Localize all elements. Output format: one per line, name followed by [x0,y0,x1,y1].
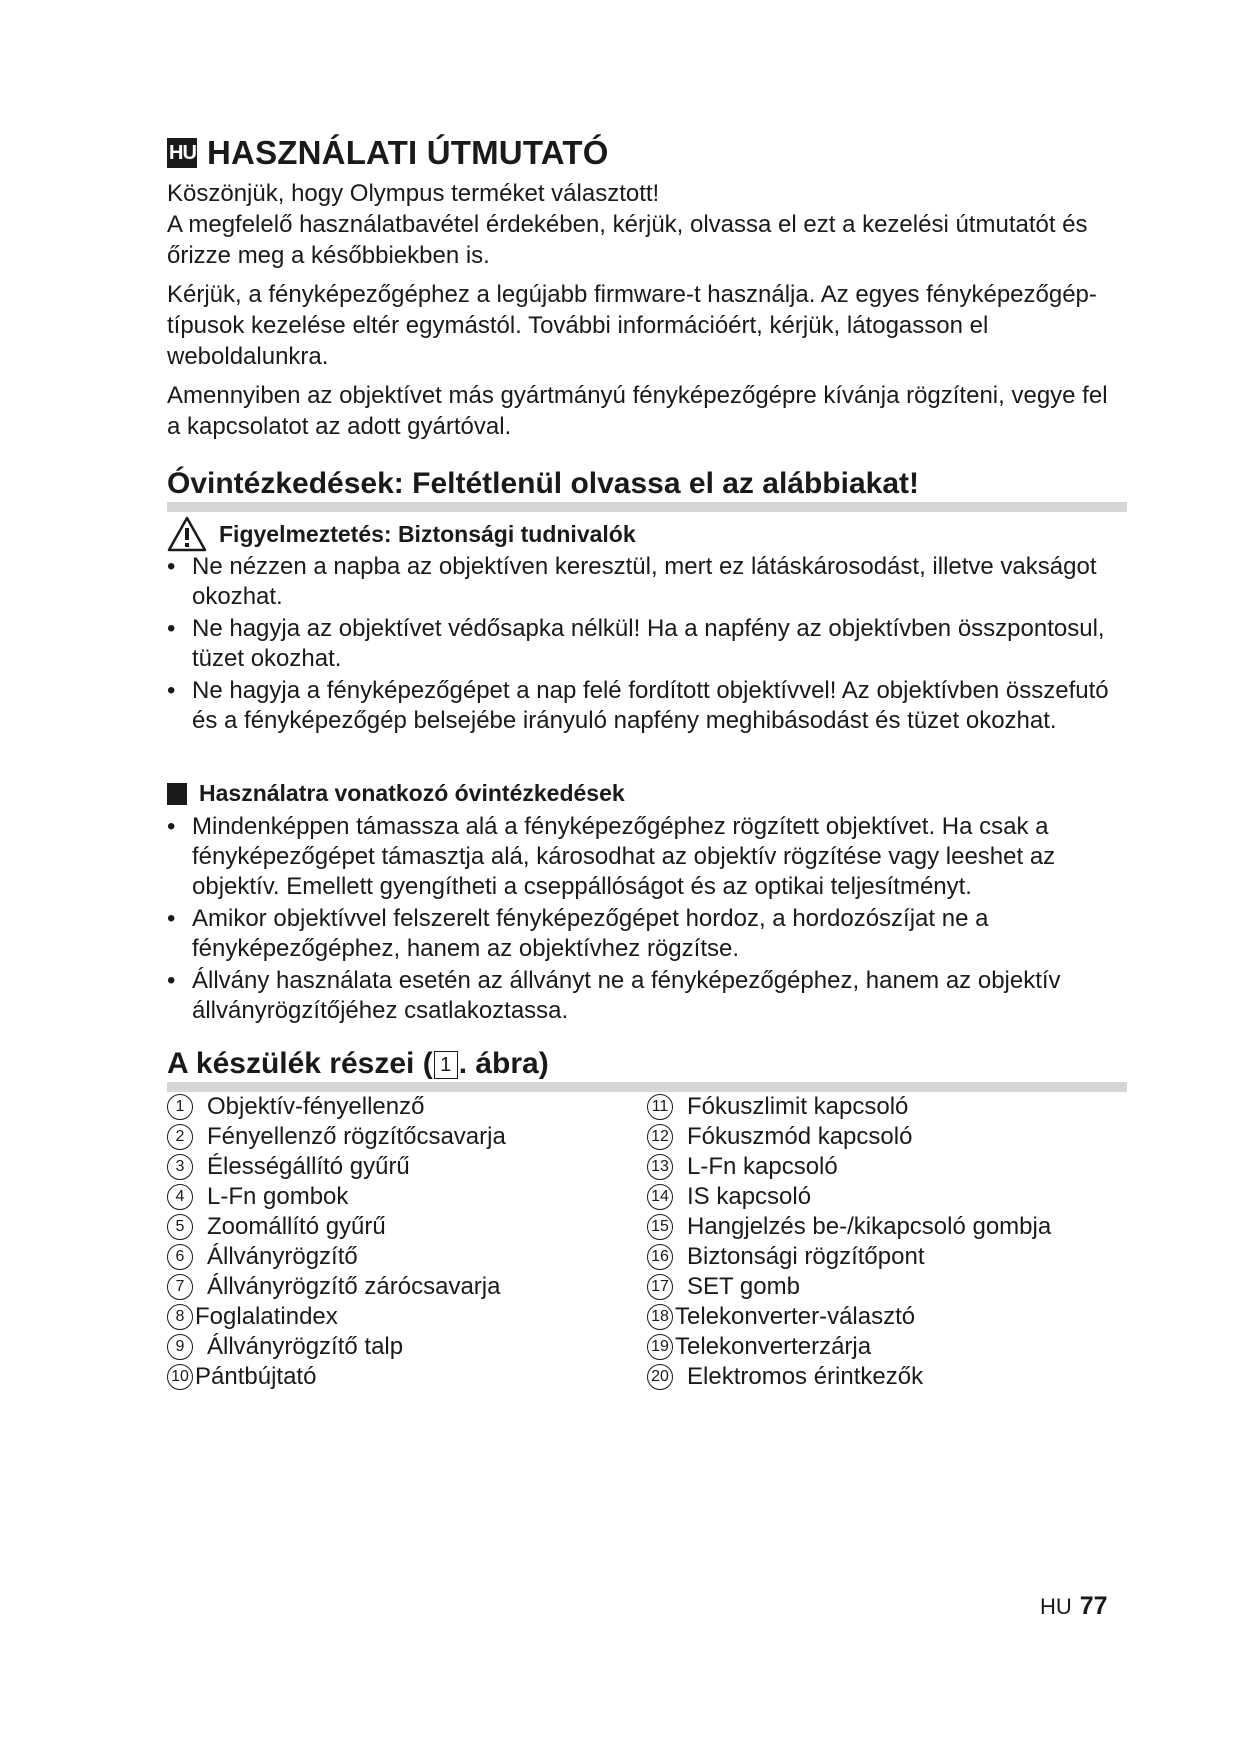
usage-heading-label: Használatra vonatkozó óvintézkedések [199,780,625,806]
part-number: 2 [167,1124,193,1150]
part-item [167,1212,647,1242]
precautions-heading: Óvintézkedések: Feltétlenül olvassa el az alábbiakat! [167,466,1127,512]
part-label: Foglalatindex [195,1303,338,1330]
part-number: 13 [647,1154,673,1180]
part-item [647,1122,1127,1152]
part-label: SET gomb [687,1273,800,1300]
title-row [167,134,609,172]
part-label: Objektív-fényellenző [207,1093,425,1120]
warning-triangle-icon [167,516,207,552]
part-label: Telekonverterzárja [675,1333,872,1360]
part-label: Zoomállító gyűrű [207,1213,386,1240]
part-item [647,1332,1127,1362]
list-item: • Állvány használata esetén az állványt ne a fényképezőgéphez, hanem az objektív állványrögzítőjéhez csatlakoztassa. [167,966,1127,1026]
part-item [647,1272,1127,1302]
square-bullet-icon [167,783,187,805]
part-label: Állványrögzítő talp [207,1333,404,1360]
parts-heading-prefix: A készülék részei ( [167,1047,433,1080]
part-item [647,1362,1127,1392]
part-label: L-Fn kapcsoló [687,1153,838,1180]
intro-text [167,178,1127,450]
part-number: 9 [167,1334,193,1360]
part-item [167,1122,647,1152]
part-number: 12 [647,1124,673,1150]
language-badge: HU [167,138,197,168]
list-item: • Ne hagyja a fényképezőgépet a nap felé fordított objektívvel! Az objektívben összefutó és a fényképezőgép belsejébe irányuló napfény meghibásodást és tüzet okozhat. [167,676,1127,736]
part-label: Állványrögzítő zárócsavarja [207,1273,501,1300]
intro-read-manual: A megfelelő használatbavétel érdekében, kérjük, olvassa el ezt a kezelési útmutatót és őrizze meg a későbbiekben is. [167,211,1088,269]
part-label: Biztonsági rögzítőpont [687,1243,925,1270]
part-item [647,1242,1127,1272]
part-item [647,1152,1127,1182]
part-item [167,1362,647,1392]
part-label: Telekonverter-választó [675,1303,916,1330]
part-label: Fényellenző rögzítőcsavarja [207,1123,506,1150]
figure-number-box: 1 [434,1051,458,1079]
intro-thanks: Köszönjük, hogy Olympus terméket választott! [167,180,660,207]
part-item [167,1182,647,1212]
part-item [167,1302,647,1332]
list-item: • Ne nézzen a napba az objektíven keresztül, mert ez látáskárosodást, illetve vakságot okozhat. [167,552,1127,612]
list-item: • Mindenképpen támassza alá a fényképezőgéphez rögzített objektívet. Ha csak a fényképezőgépet támasztja alá, károsodhat az objektív rögzítése vagy leeshet az objektív. Emellett gyengítheti a cseppállóságot és az optikai teljesítményt. [167,812,1127,902]
part-number: 20 [647,1364,673,1390]
part-number: 16 [647,1244,673,1270]
page-title: HASZNÁLATI ÚTMUTATÓ [207,134,609,171]
part-label: Hangjelzés be-/kikapcsoló gombja [687,1213,1052,1240]
part-label: Állványrögzítő [207,1243,358,1270]
part-label: Elektromos érintkezők [687,1363,924,1390]
part-number: 3 [167,1154,193,1180]
part-label: Fókuszlimit kapcsoló [687,1093,909,1120]
part-number: 4 [167,1184,193,1210]
part-item [647,1302,1127,1332]
part-number: 17 [647,1274,673,1300]
usage-list [167,812,1127,1028]
list-item: • Ne hagyja az objektívet védősapka nélkül! Ha a napfény az objektívben összpontosul, tüzet okozhat. [167,614,1127,674]
part-item [647,1092,1127,1122]
warning-heading-label: Figyelmeztetés: Biztonsági tudnivalók [219,520,636,547]
part-number: 7 [167,1274,193,1300]
page-footer [1040,1592,1108,1621]
intro-firmware: Kérjük, a fényképezőgéphez a legújabb firmware-t használja. Az egyes fényképezőgép-típusok kezelése eltér egymástól. További információért, kérjük, látogasson el weboldalunkra. [167,281,1097,370]
part-number: 6 [167,1244,193,1270]
part-label: Fókuszmód kapcsoló [687,1123,913,1150]
part-number: 19 [647,1334,673,1360]
part-item [167,1242,647,1272]
footer-language: HU [1040,1594,1072,1619]
part-number: 11 [647,1094,673,1120]
warning-heading [167,516,636,552]
part-number: 15 [647,1214,673,1240]
part-item [167,1152,647,1182]
part-item [167,1272,647,1302]
intro-other-manufacturer: Amennyiben az objektívet más gyártmányú fényképezőgépre kívánja rögzíteni, vegye fel a kapcsolatot az adott gyártóval. [167,382,1108,440]
part-number: 10 [167,1364,193,1390]
part-item [647,1182,1127,1212]
list-item: • Amikor objektívvel felszerelt fényképezőgépet hordoz, a hordozószíjat ne a fényképezőgéphez, hanem az objektívhez rögzítse. [167,904,1127,964]
usage-heading [167,780,625,807]
part-item [167,1332,647,1362]
page-number: 77 [1079,1592,1108,1620]
part-label: IS kapcsoló [687,1183,812,1210]
parts-column-left [167,1092,647,1392]
part-number: 18 [647,1304,673,1330]
parts-list [167,1092,1127,1392]
warning-list [167,552,1127,738]
part-item [167,1092,647,1122]
part-item [647,1212,1127,1242]
part-label: L-Fn gombok [207,1183,349,1210]
parts-column-right [647,1092,1127,1392]
part-number: 8 [167,1304,193,1330]
parts-heading-suffix: . ábra) [458,1047,549,1080]
part-label: Pántbújtató [195,1363,317,1390]
manual-page [167,0,1127,1754]
part-number: 14 [647,1184,673,1210]
part-number: 5 [167,1214,193,1240]
part-number: 1 [167,1094,193,1120]
parts-heading [167,1046,1127,1092]
part-label: Élességállító gyűrű [207,1153,410,1180]
